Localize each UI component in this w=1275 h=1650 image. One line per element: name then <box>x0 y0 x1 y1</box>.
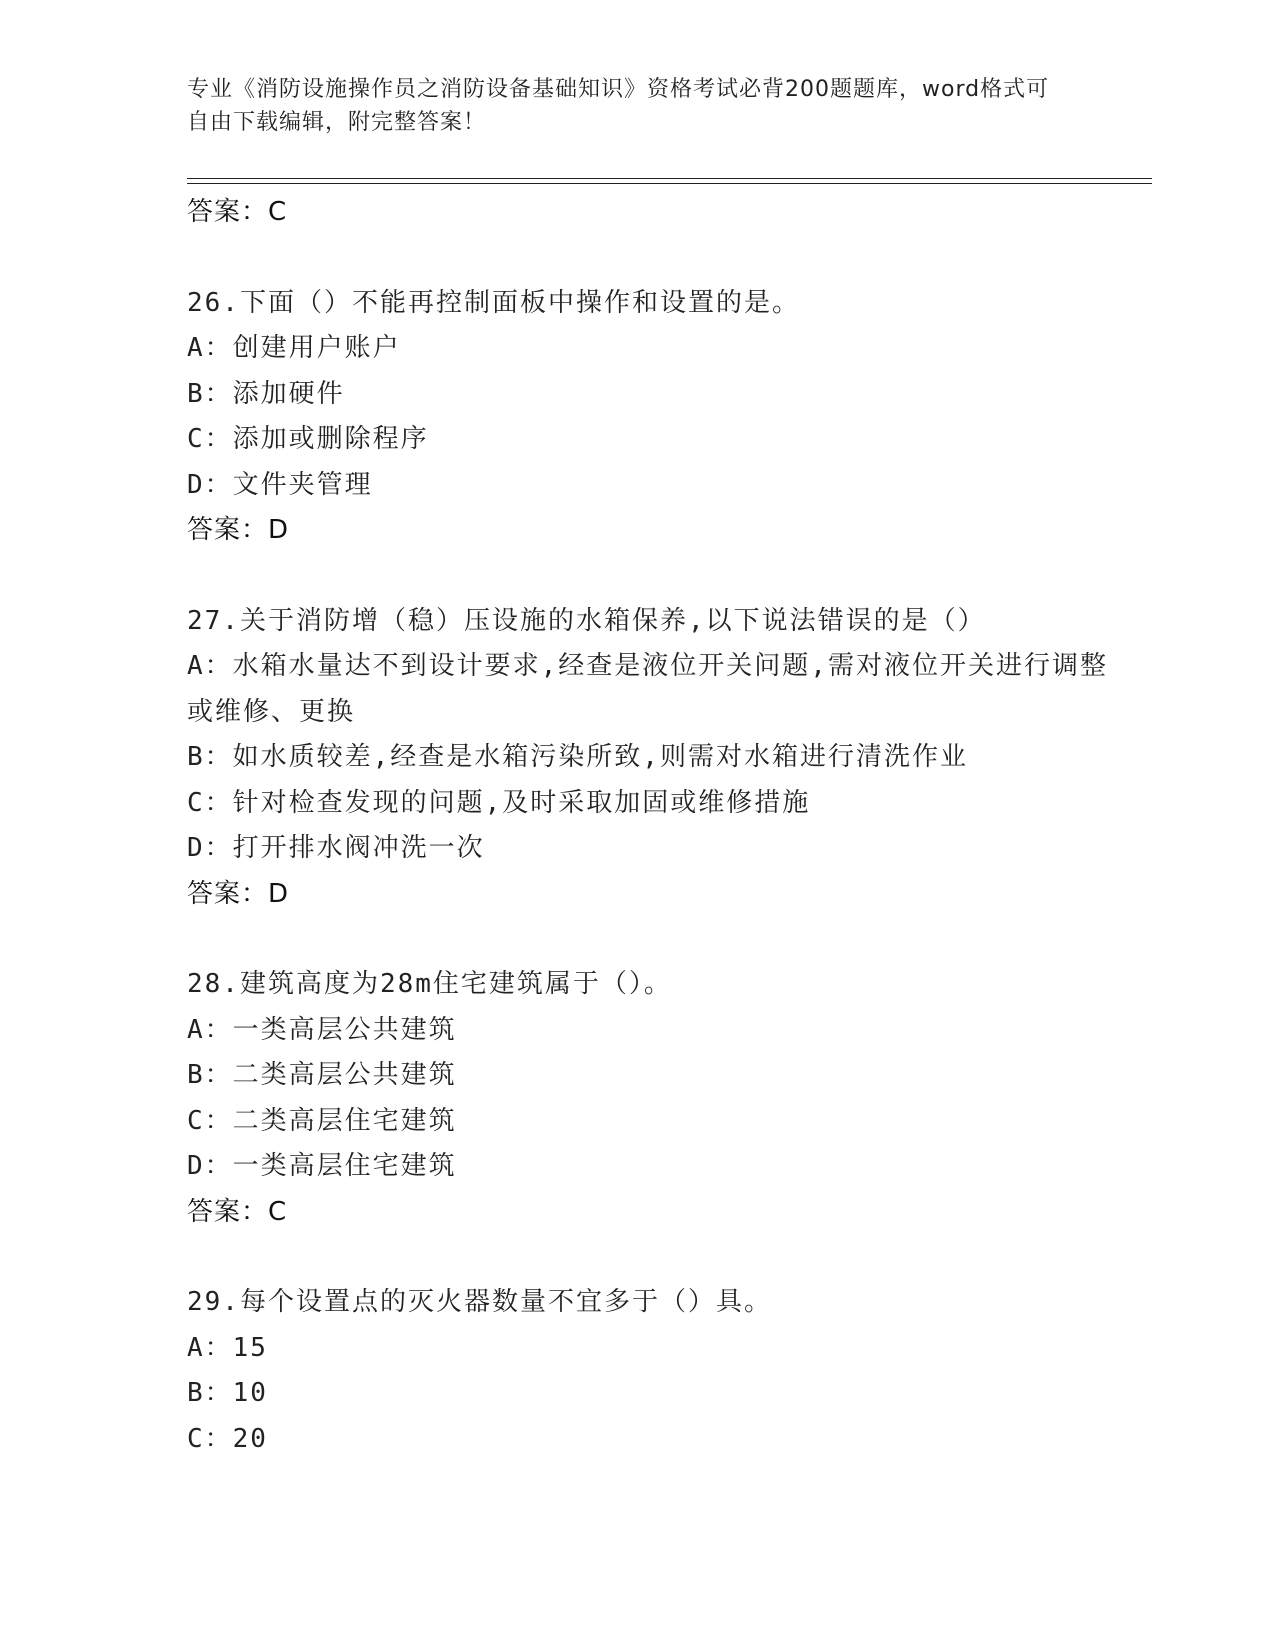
option-b: B：10 <box>187 1378 268 1408</box>
spacer <box>187 1235 1117 1280</box>
question-28 <box>187 962 1117 1235</box>
question-26 <box>187 281 1117 554</box>
option-a: A：水箱水量达不到设计要求,经查是液位开关问题,需对液位开关进行调整或维修、更换 <box>187 651 1108 727</box>
option-c: C：添加或删除程序 <box>187 424 429 454</box>
question-answer: 答案：D <box>187 878 290 909</box>
previous-answer: 答案：C <box>187 197 288 227</box>
option-a: A：一类高层公共建筑 <box>187 1014 457 1045</box>
question-answer: 答案：C <box>187 1196 288 1227</box>
question-list <box>187 190 1117 1462</box>
question-stem: 29.每个设置点的灭火器数量不宜多于（）具。 <box>187 1287 772 1317</box>
question-29 <box>187 1280 1117 1462</box>
question-stem: 26.下面（）不能再控制面板中操作和设置的是。 <box>187 287 800 318</box>
question-stem: 28.建筑高度为28m住宅建筑属于（）。 <box>187 969 672 999</box>
option-d: D：文件夹管理 <box>187 469 373 500</box>
question-stem: 27.关于消防增（稳）压设施的水箱保养,以下说法错误的是（） <box>187 605 986 636</box>
option-a: A：创建用户账户 <box>187 333 401 363</box>
header-rule-top <box>187 178 1152 179</box>
question-27 <box>187 599 1117 918</box>
option-b: B：二类高层公共建筑 <box>187 1060 457 1090</box>
header-rule-bottom <box>187 183 1152 184</box>
option-b: B：添加硬件 <box>187 378 345 409</box>
option-b: B：如水质较差,经查是水箱污染所致,则需对水箱进行清洗作业 <box>187 742 968 772</box>
spacer <box>187 917 1117 962</box>
spacer <box>187 554 1117 599</box>
option-d: D：一类高层住宅建筑 <box>187 1151 457 1181</box>
option-c: C：20 <box>187 1423 268 1454</box>
option-c: C：针对检查发现的问题,及时采取加固或维修措施 <box>187 787 811 818</box>
question-answer: 答案：D <box>187 515 290 545</box>
option-d: D：打开排水阀冲洗一次 <box>187 833 485 863</box>
spacer <box>187 236 1117 281</box>
option-c: C：二类高层住宅建筑 <box>187 1105 457 1136</box>
option-a: A：15 <box>187 1332 268 1363</box>
document-header: 专业《消防设施操作员之消防设备基础知识》资格考试必背200题题库，word格式可自由下载编辑，附完整答案！ <box>187 77 1050 135</box>
